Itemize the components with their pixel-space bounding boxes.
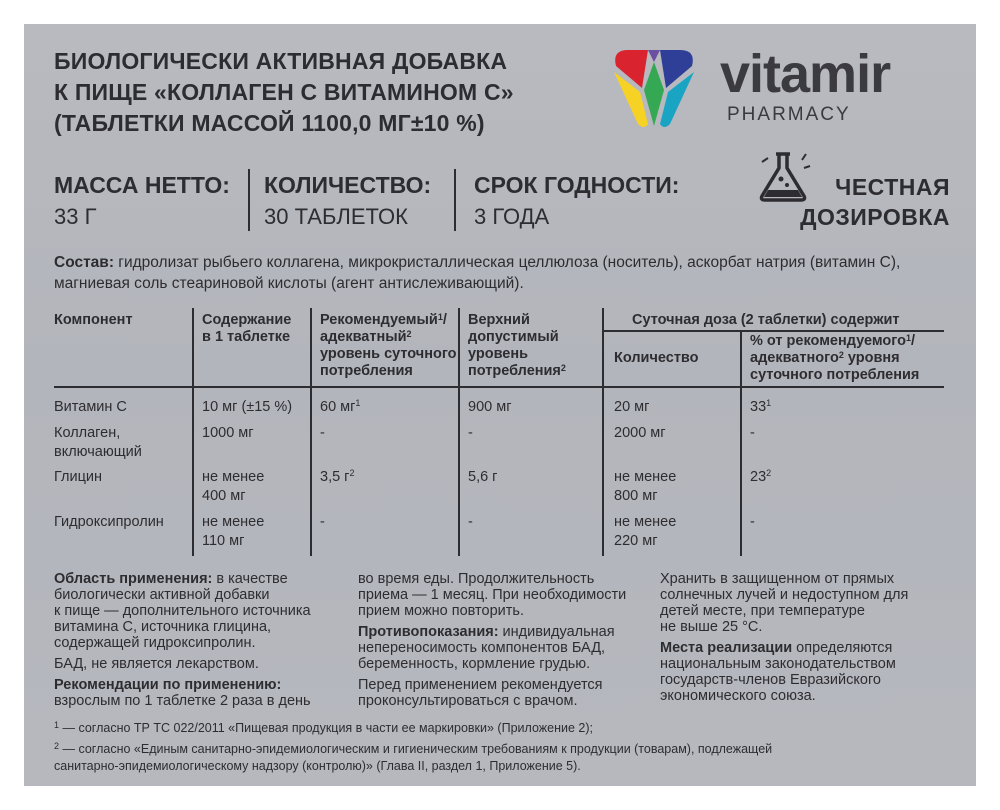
- cell-text: 60 мг: [320, 399, 356, 415]
- composition-label: Состав:: [54, 254, 114, 271]
- table-row-recommended: [320, 398, 360, 417]
- stats-divider: [248, 169, 250, 231]
- table-row-upper: -: [468, 425, 473, 441]
- table-row-percent: [750, 398, 771, 417]
- footnote-text: — согласно «Единым санитарно-эпидемиологическим и гигиеническим требованиям к продукции (товарам), подлежащей: [59, 742, 773, 756]
- contraindications-label: Противопоказания:: [358, 624, 499, 640]
- table-row-content: 10 мг (±15 %): [202, 399, 293, 415]
- footnote-ref: 1: [355, 398, 361, 408]
- info-line: государств-членов Евразийского: [660, 672, 881, 688]
- info-line: витамина С, источника глицина,: [54, 619, 272, 635]
- sale-places-label: Места реализации: [660, 640, 793, 656]
- title-line-1: БИОЛОГИЧЕСКИ АКТИВНАЯ ДОБАВКА: [54, 48, 508, 74]
- cell-text: 800 мг: [614, 488, 658, 504]
- header-content-line: Содержание: [202, 312, 292, 328]
- info-line: не выше 25 °С.: [660, 619, 763, 635]
- usage-recommendations: [54, 677, 354, 709]
- info-line: содержащей гидроксипролин.: [54, 635, 256, 651]
- footnote-marker: 1: [54, 720, 60, 730]
- title-line-3: (ТАБЛЕТКИ МАССОЙ 1100,0 МГ±10 %): [54, 110, 485, 136]
- info-line: национальным законодательством: [660, 656, 896, 672]
- cell-text: не менее: [614, 514, 677, 530]
- table-row-recommended: -: [320, 425, 325, 441]
- footnote-2-continued: санитарно-эпидемиологическому надзору (контролю)» (Глава II, раздел 1, Приложение 5).: [54, 759, 581, 773]
- footnote-1: [54, 720, 964, 737]
- honest-dosage-badge: [760, 172, 950, 232]
- table-row-percent: -: [750, 514, 755, 530]
- table-row-upper: -: [468, 514, 473, 530]
- quantity-label: КОЛИЧЕСТВО:: [264, 172, 432, 198]
- info-line: проконсультироваться с врачом.: [358, 693, 578, 709]
- header-upper-line: потребления: [468, 363, 561, 379]
- info-line: Хранить в защищенном от прямых: [660, 571, 895, 587]
- usage-area: [54, 571, 354, 651]
- footnote-ref: 2: [406, 329, 412, 339]
- storage-text: [660, 571, 960, 635]
- footnote-ref: 2: [349, 468, 355, 478]
- table-row-upper: 5,6 г: [468, 469, 498, 485]
- table-row-recommended: -: [320, 514, 325, 530]
- cell-text: 400 мг: [202, 488, 246, 504]
- table-row-component: Глицин: [54, 469, 103, 485]
- cell-text: 23: [750, 469, 767, 485]
- info-line: индивидуальная: [498, 624, 615, 640]
- header-pct-line: уровня: [843, 350, 900, 366]
- cell-text: не менее: [614, 469, 677, 485]
- header-content: [202, 312, 291, 346]
- cell-text: 3,5 г: [320, 469, 350, 485]
- footnote-ref: 1: [905, 333, 911, 343]
- badge-line-1: ЧЕСТНАЯ: [835, 174, 950, 200]
- footnote-text: — согласно ТР ТС 022/2011 «Пищевая продукция в части ее маркировки» (Приложение 2);: [59, 721, 593, 735]
- sale-places: [660, 640, 960, 704]
- info-column-1: [54, 571, 354, 709]
- info-column-3: [660, 571, 960, 704]
- footnote-marker: 2: [54, 741, 60, 751]
- table-column-divider: [458, 308, 460, 556]
- info-line: детей месте, при температуре: [660, 603, 865, 619]
- header-upper-line: Верхний: [468, 312, 530, 328]
- cell-text: не менее: [202, 514, 265, 530]
- brand-subtitle: PHARMACY: [727, 104, 851, 125]
- contraindications: [358, 624, 648, 672]
- header-upper-limit: [468, 312, 566, 380]
- shelf-life-label: СРОК ГОДНОСТИ:: [474, 172, 680, 198]
- footnote-ref: 2: [838, 350, 844, 360]
- table-row-content: [202, 513, 264, 551]
- product-label-card: [24, 24, 976, 786]
- table-row-quantity: [614, 513, 676, 551]
- cell-text: Коллаген,: [54, 425, 121, 441]
- vitamir-logo-icon: [608, 44, 700, 130]
- header-rec-line: Рекомендуемый: [320, 312, 438, 328]
- product-title: [54, 46, 614, 139]
- info-column-2: [358, 571, 648, 709]
- header-recommended: [320, 312, 457, 380]
- stats-divider: [454, 169, 456, 231]
- header-slash: /: [911, 333, 916, 349]
- header-upper-line: допустимый: [468, 329, 559, 345]
- table-row-quantity: 2000 мг: [614, 425, 666, 441]
- cell-text: 220 мг: [614, 533, 658, 549]
- header-daily-quantity: Количество: [614, 350, 699, 366]
- table-row-content: 1000 мг: [202, 425, 254, 441]
- header-pct-line: % от рекомендуемого: [750, 333, 906, 349]
- header-pct-line: адекватного: [750, 350, 839, 366]
- table-row-component: Гидроксипролин: [54, 514, 164, 530]
- table-row-content: [202, 468, 264, 506]
- shelf-life-value: 3 ГОДА: [474, 204, 550, 229]
- table-row-component: [54, 424, 142, 462]
- info-line: к пище — дополнительного источника: [54, 603, 311, 619]
- table-row-quantity: 20 мг: [614, 399, 650, 415]
- brand-name: vitamir: [720, 44, 891, 104]
- table-column-divider: [740, 331, 742, 556]
- footnotes: [54, 720, 964, 775]
- header-daily-percent: [750, 333, 919, 384]
- info-line: во время еды. Продолжительность: [358, 571, 595, 587]
- info-line: биологически активной добавки: [54, 587, 270, 603]
- not-a-drug-note: БАД, не является лекарством.: [54, 656, 259, 672]
- footnote-ref: 1: [766, 398, 772, 408]
- table-row-recommended: [320, 468, 355, 487]
- info-line: взрослым по 1 таблетке 2 раза в день: [54, 693, 311, 709]
- cell-text: не менее: [202, 469, 265, 485]
- info-line: определяются: [792, 640, 893, 656]
- quantity-value: 30 ТАБЛЕТОК: [264, 204, 408, 229]
- header-content-line: в 1 таблетке: [202, 329, 291, 345]
- info-line: экономического союза.: [660, 688, 816, 704]
- mass-value: 33 Г: [54, 204, 97, 229]
- header-rec-line: потребления: [320, 363, 413, 379]
- cell-text: 110 мг: [202, 533, 245, 549]
- header-component: Компонент: [54, 312, 133, 328]
- footnote-ref: 2: [766, 468, 772, 478]
- header-rec-line: уровень суточного: [320, 346, 457, 362]
- info-line: непереносимость компонентов БАД,: [358, 640, 606, 656]
- badge-line-2: ДОЗИРОВКА: [800, 204, 950, 230]
- info-line: солнечных лучей и недоступном для: [660, 587, 909, 603]
- header-rec-line: адекватный: [320, 329, 407, 345]
- duration-text: [358, 571, 648, 619]
- footnote-ref: 2: [560, 363, 566, 373]
- header-daily-dose: Суточная доза (2 таблетки) содержит: [632, 312, 900, 328]
- usage-recommendations-label: Рекомендации по применению:: [54, 677, 282, 693]
- table-row-percent: [750, 468, 771, 487]
- cell-text: 33: [750, 399, 767, 415]
- info-line: прием можно повторить.: [358, 603, 524, 619]
- title-line-2: К ПИЩЕ «КОЛЛАГЕН С ВИТАМИНОМ С»: [54, 79, 514, 105]
- footnote-ref: 1: [437, 312, 443, 322]
- info-line: беременность, кормление грудью.: [358, 656, 591, 672]
- mass-label: МАССА НЕТТО:: [54, 172, 230, 198]
- table-group-divider: [604, 330, 944, 332]
- header-pct-line: суточного потребления: [750, 367, 920, 383]
- table-row-percent: -: [750, 425, 755, 441]
- footnote-2: [54, 741, 964, 758]
- composition-body: гидролизат рыбьего коллагена, микрокристаллическая целлюлоза (носитель), аскорбат натрия (витамин С), магниевая соль стеариновой кислоты (агент антислеживающий).: [54, 254, 901, 292]
- info-line: Перед применением рекомендуется: [358, 677, 603, 693]
- cell-text: Витамин С: [54, 399, 127, 415]
- consult-doctor-note: [358, 677, 648, 709]
- usage-area-label: Область применения:: [54, 571, 213, 587]
- table-header-divider: [54, 386, 944, 388]
- info-line: в качестве: [212, 571, 288, 587]
- table-column-divider: [192, 308, 194, 556]
- header-upper-line: уровень: [468, 346, 529, 362]
- table-column-divider: [602, 308, 604, 556]
- cell-text: включающий: [54, 444, 142, 460]
- table-column-divider: [310, 308, 312, 556]
- composition-text: [54, 252, 954, 294]
- table-row-quantity: [614, 468, 676, 506]
- info-line: приема — 1 месяц. При необходимости: [358, 587, 627, 603]
- header-slash: /: [442, 312, 447, 328]
- table-row-upper: 900 мг: [468, 399, 512, 415]
- table-row-component: [54, 398, 127, 417]
